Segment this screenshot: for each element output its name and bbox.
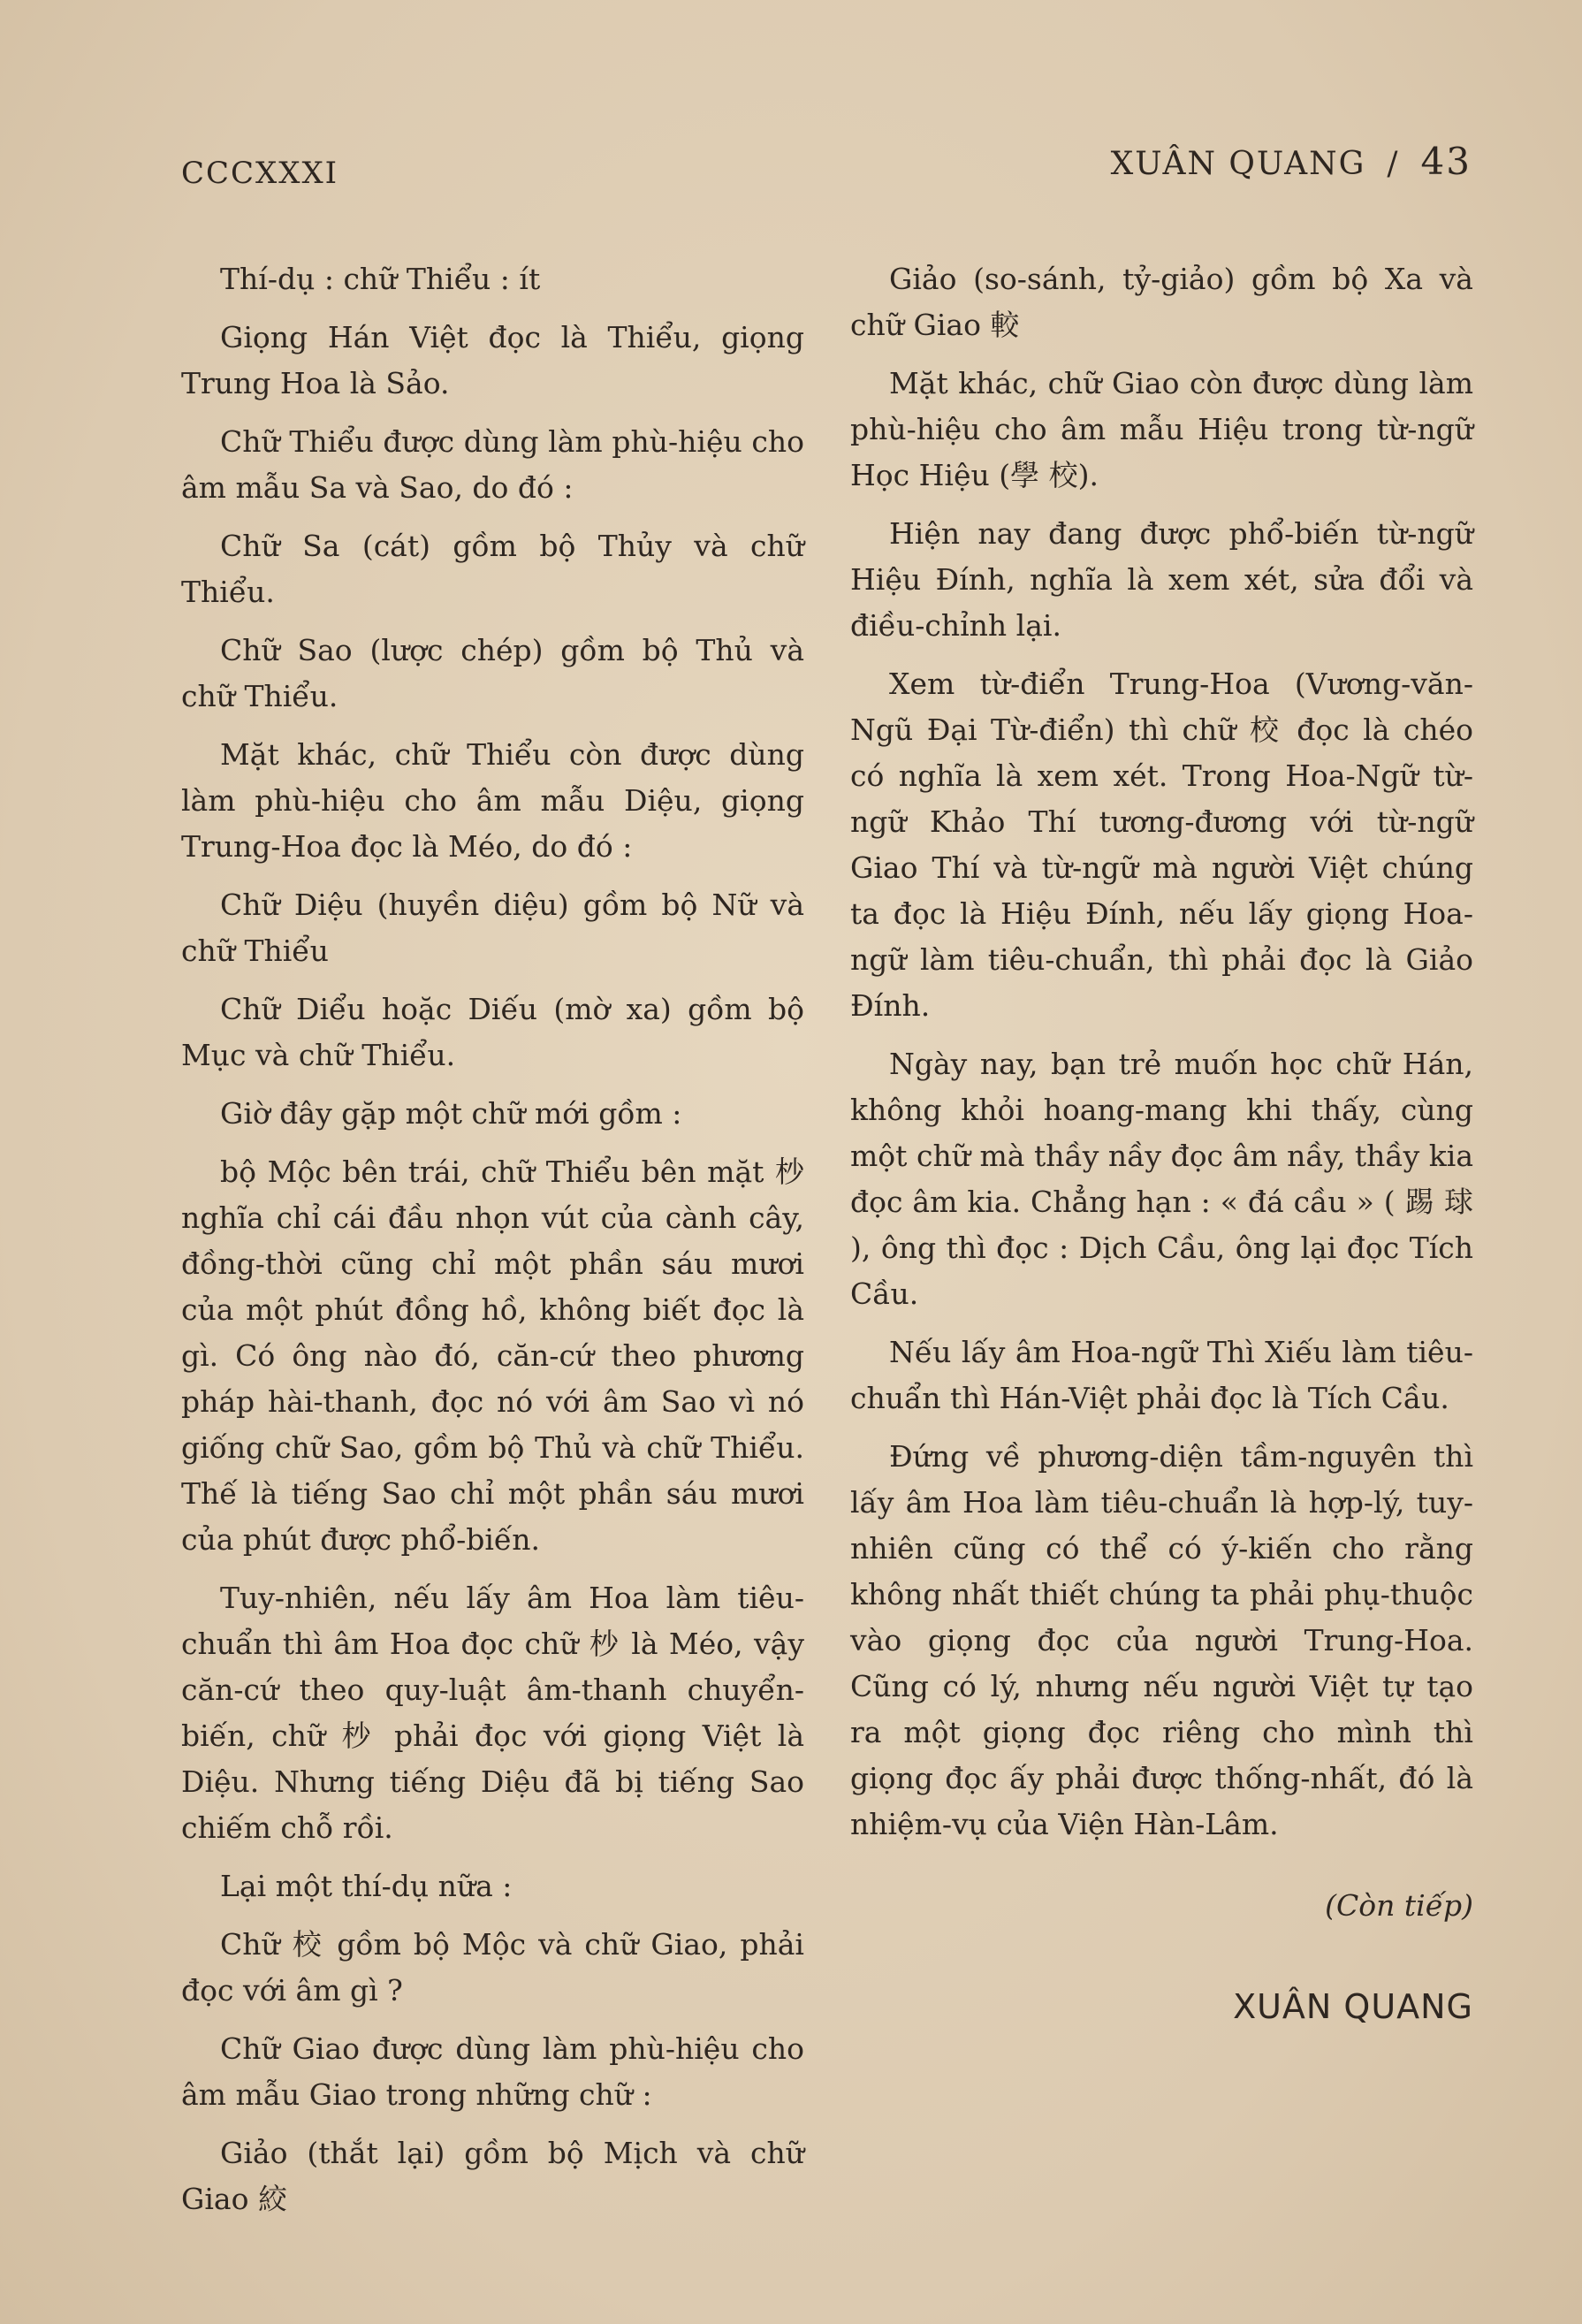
paragraph: Chữ Thiểu được dùng làm phù-hiệu cho âm mẫu Sa và Sao, do đó : [181,424,804,505]
paragraph: Chữ Sao (lược chép) gồm bộ Thủ và chữ Thiểu. [181,633,804,713]
paragraph: Ngày nay, bạn trẻ muốn học chữ Hán, không khỏi hoang-mang khi thấy, cùng một chữ mà thầy nầy đọc âm nầy, thầy kia đọc âm kia. Chẳng hạn : « đá cầu » ( 踢 球 ), ông thì đọc : Dịch Cầu, ông lại đọc Tích Cầu. [850,1047,1473,1311]
paragraph: Chữ Diểu hoặc Diếu (mờ xa) gồm bộ Mục và chữ Thiểu. [181,992,804,1072]
paragraph: Giảo (so-sánh, tỷ-giảo) gồm bộ Xa và chữ Giao 較 [850,262,1473,342]
paragraph: Thí-dụ : chữ Thiểu : ít [220,262,541,296]
paragraph: Giảo (thắt lại) gồm bộ Mịch và chữ Giao 絞 [181,2136,804,2216]
paragraph: bộ Mộc bên trái, chữ Thiểu bên mặt 杪 nghĩa chỉ cái đầu nhọn vút của cành cây, đồng-thời cũng chỉ một phần sáu mươi của một phút đồng hồ, không biết đọc là gì. Có ông nào đó, căn-cứ theo phương pháp hài-thanh, đọc nó với âm Sao vì nó giống chữ Sao, gồm bộ Thủ và chữ Thiểu. Thế là tiếng Sao chỉ một phần sáu mươi của phút được phổ-biến. [181,1154,804,1557]
paragraph: Giọng Hán Việt đọc là Thiểu, giọng Trung Hoa là Sảo. [181,320,804,400]
paragraph: Mặt khác, chữ Thiểu còn được dùng làm phù-hiệu cho âm mẫu Diệu, giọng Trung-Hoa đọc là Méo, do đó : [181,737,804,864]
paragraph: Nếu lấy âm Hoa-ngữ Thì Xiếu làm tiêu-chuẩn thì Hán-Việt phải đọc là Tích Cầu. [850,1335,1473,1415]
page-number: 43 [1420,140,1472,183]
right-column [850,256,1473,2042]
header-right [1111,140,1472,183]
paragraph: Mặt khác, chữ Giao còn được dùng làm phù-hiệu cho âm mẫu Hiệu trong từ-ngữ Học Hiệu (學 校). [850,366,1473,492]
paragraph: Chữ Diệu (huyền diệu) gồm bộ Nữ và chữ Thiểu [181,888,804,968]
paragraph: Chữ 校 gồm bộ Mộc và chữ Giao, phải đọc với âm gì ? [181,1927,804,2008]
header-author: XUÂN QUANG [1110,146,1366,182]
header-separator: / [1387,146,1400,182]
paragraph: Hiện nay đang được phổ-biến từ-ngữ Hiệu Đính, nghĩa là xem xét, sửa đổi và điều-chỉnh lại. [850,516,1473,643]
paragraph: Xem từ-điển Trung-Hoa (Vương-văn-Ngũ Đại Từ-điển) thì chữ 校 đọc là chéo có nghĩa là xem xét. Trong Hoa-Ngữ từ-ngữ Khảo Thí tương-đương với từ-ngữ Giao Thí và từ-ngữ mà người Việt chúng ta đọc là Hiệu Đính, nếu lấy giọng Hoa-ngữ làm tiêu-chuẩn, thì phải đọc là Giảo Đính. [850,667,1473,1023]
paragraph: Đứng về phương-diện tầm-nguyên thì lấy âm Hoa làm tiêu-chuẩn là hợp-lý, tuy-nhiên cũng có thể có ý-kiến cho rằng không nhất thiết chúng ta phải phụ-thuộc vào giọng đọc của người Trung-Hoa. Cũng có lý, nhưng nếu người Việt tự tạo ra một giọng đọc riêng cho mình thì giọng đọc ấy phải được thống-nhất, đó là nhiệm-vụ của Viện Hàn-Lâm. [850,1439,1473,1841]
paragraph: Chữ Sa (cát) gồm bộ Thủy và chữ Thiểu. [181,529,804,609]
paragraph: Lại một thí-dụ nữa : [220,1869,513,1903]
paragraph: Tuy-nhiên, nếu lấy âm Hoa làm tiêu-chuẩn thì âm Hoa đọc chữ 杪 là Méo, vậy căn-cứ theo quy-luật âm-thanh chuyển-biến, chữ 杪 phải đọc với giọng Việt là Diệu. Nhưng tiếng Diệu đã bị tiếng Sao chiếm chỗ rồi. [181,1581,804,1845]
continued-note: (Còn tiếp) [1325,1888,1473,1923]
paragraph: Giờ đây gặp một chữ mới gồm : [220,1096,682,1131]
section-number: CCCXXXI [181,156,339,191]
author-signature: XUÂN QUANG [1233,1987,1473,2026]
paragraph: Chữ Giao được dùng làm phù-hiệu cho âm mẫu Giao trong những chữ : [181,2031,804,2112]
left-column [181,256,804,2235]
running-header [181,140,1472,193]
